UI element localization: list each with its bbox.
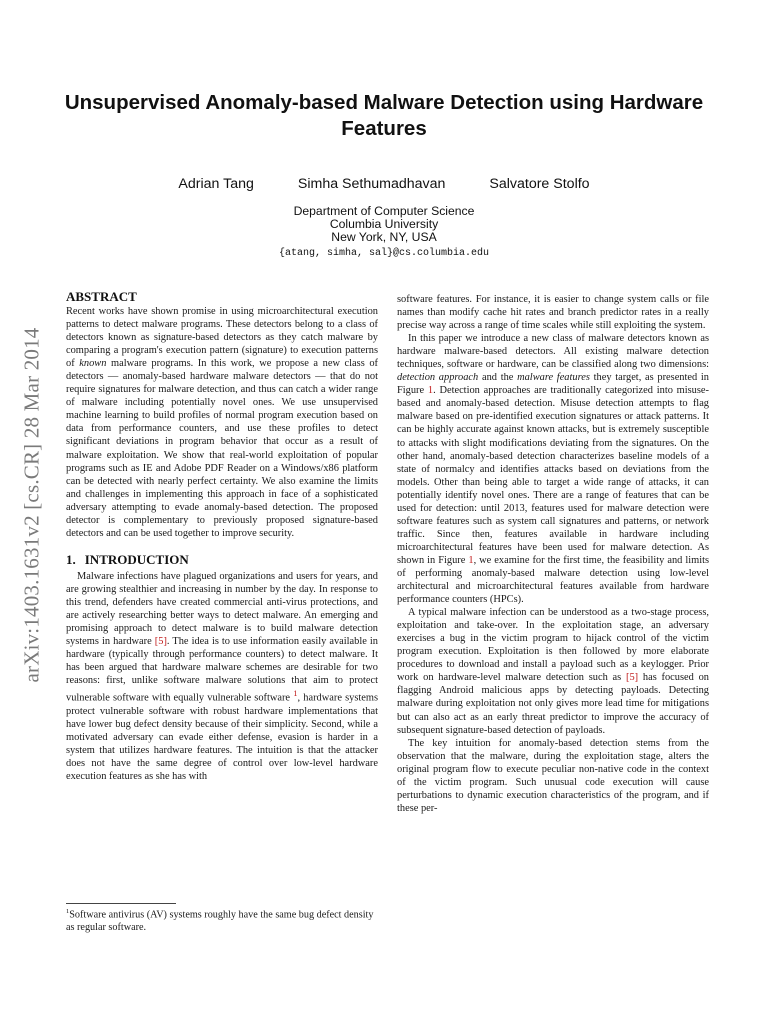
author-emails: {atang, simha, sal}@cs.columbia.edu	[278, 248, 490, 259]
figure-link[interactable]: 1	[427, 385, 434, 397]
author-list	[60, 176, 708, 192]
paragraph-text: A typical malware infection can be understood as a two-stage process, exploitation and take-over. In the exploitation stage, an adversary exercises a bug in the victim program to hijack control of the victim program execution. Exploitation is then followed by more elaborate procedures to download and install a payload such as a keylogger. Prior work on hardware-level malware detection such as	[397, 607, 709, 684]
left-column	[66, 289, 378, 783]
paragraph-text: and the	[478, 372, 518, 384]
abstract-text	[66, 305, 378, 540]
paragraph-text: . The idea is to use information easily available in hardware (typically through performance counters) to detect malware. It has been argued that hardware malware schemes are desirable for two reasons: first, unlike software malware solutions that aim to protect vulnerable software with equally vulnerable software	[66, 636, 378, 704]
emphasis-text: detection approach	[397, 372, 479, 384]
paragraph-text: In this paper we introduce a new class of malware detectors known as hardware malware-based detectors. All existing malware detection techniques, software or hardware, can be classified along two dimensions:	[397, 333, 709, 371]
paragraph-text: has focused on flagging Android malicious apps by detecting payloads. Detecting malware during exploitation not only gives more lead time for mitigations but can also act as an early threat predictor to improve the accuracy of subsequent signature-based detection of payloads.	[397, 672, 709, 736]
author-name: Simha Sethumadhavan	[297, 176, 446, 192]
intro-paragraph-1-continued: software features. For instance, it is easier to change system calls or file names than modify cache hit rates and branch predictor rates in a really precise way across a range of time scales while still exploiting the system.	[397, 294, 709, 332]
citation-link[interactable]: [5]	[626, 672, 639, 684]
paper-title: Unsupervised Anomaly-based Malware Detection using Hardware Features	[64, 91, 704, 140]
paragraph-text: Malware infections have plagued organizations and users for years, and are growing stealthier and increasing in number by the day. In response to this trend, defenders have created commercial anti-virus protections, and are actively researching better ways to detect malware. An emerging and promising approach to detect malware is to build malware detection systems in hardware	[66, 570, 378, 648]
right-column	[397, 293, 709, 815]
university: Columbia University	[329, 217, 439, 231]
author-name: Adrian Tang	[178, 176, 254, 192]
paragraph-text: they target, as presented in Figure	[397, 372, 709, 397]
intro-paragraph-3	[397, 606, 709, 736]
intro-paragraph-1	[66, 570, 378, 783]
abstract-heading: ABSTRACT	[66, 289, 137, 304]
figure-link[interactable]: 1	[468, 554, 474, 566]
emphasis-text: malware features	[517, 372, 590, 384]
abstract-text-part: malware programs. In this work, we propose a new class of detectors — anomaly-based hardware malware detectors — that do not require signatures for malware detection, and thus can catch a wider range of malware including potentially novel ones. We use unsupervised machine learning to build profiles of normal program execution based on data from performance counters, and use these profiles to detect significant deviations in program behavior that occur as a result of malware exploitation. We show that real-world exploitation of popular programs such as IE and Adobe PDF Reader on a Windows/x86 platform can be detected with nearly perfect certainty. We also examine the limits and challenges in implementing this approach in face of a sophisticated adversary attempting to evade anomaly-based detection. The proposed detector is complementary to previously proposed signature-based detectors and can be used together to improve security.	[66, 358, 378, 539]
footnote-number: 1	[66, 908, 70, 915]
footnote	[66, 906, 378, 935]
footnote-marker[interactable]: 1	[293, 688, 298, 699]
arxiv-identifier-stamp	[12, 270, 52, 740]
affiliation-block	[60, 205, 708, 244]
footnote-divider	[66, 903, 176, 904]
intro-paragraph-4: The key intuition for anomaly-based detection stems from the observation that the malware, during the exploitation stage, alters the original program flow to execute peculiar non-native code in the context of the victim program. Such unusual code execution will cause perturbations to dynamic execution characteristics of the program, and if these per-	[397, 737, 709, 814]
intro-paragraph-2	[397, 332, 709, 606]
abstract-text-part: Recent works have shown promise in using microarchitectural execution patterns to detect malware programs. These detectors belong to a class of detectors known as signature-based detectors as they catch malware by comparing a program's execution pattern (signature) to execution patterns of	[66, 306, 378, 370]
section-title: INTRODUCTION	[84, 551, 189, 567]
department: Department of Computer Science	[293, 204, 475, 218]
paragraph-text: . Detection approaches are traditionally categorized into misuse-based and anomaly-based detection. Misuse detection attempts to flag malware based on pre-identified execution signatures or attack patterns. It can be highly accurate against known attacks, but is extremely susceptible to attacks with slight modifications deviating from the signatures. On the other hand, anomaly-based detection characterizes baseline models of a state of normalcy and identifies attacks based on deviations from the models. Other than being able to target a wide range of attacks, it can potentially identify novel ones. There are a range of features that can be used for detection: until 2013, features used for malware detection were software features such as system call signatures and patterns, or network traffic. Since then, features available in hardware including microarchitectural features have been used for malware detection. As shown in Figure	[397, 385, 709, 566]
introduction-heading	[66, 552, 378, 568]
arxiv-identifier-text: arXiv:1403.1631v2 [cs.CR] 28 Mar 2014	[19, 327, 44, 683]
author-name: Salvatore Stolfo	[489, 176, 590, 192]
city: New York, NY, USA	[331, 230, 437, 244]
footnote-text: Software antivirus (AV) systems roughly have the same bug defect density as regular software.	[66, 909, 374, 933]
paragraph-text: , hardware systems protect vulnerable software with robust hardware implementations that have lower bug defect density because of their simplicity. Second, while a motivated adversary can evade either defense, evasion is harder in a system that utilizes hardware features. The intuition is that the attacker does not have the same degree of control over low-level hardware execution features as she has with	[66, 692, 378, 783]
paragraph-text: , we examine for the first time, the feasibility and limits of performing anomaly-based malware detection using low-level architectural and microarchitectural features available from hardware performance counters (HPCs).	[397, 554, 710, 606]
section-number: 1.	[66, 551, 76, 567]
abstract-emphasis: known	[79, 358, 107, 370]
citation-link[interactable]: [5]	[154, 636, 167, 648]
